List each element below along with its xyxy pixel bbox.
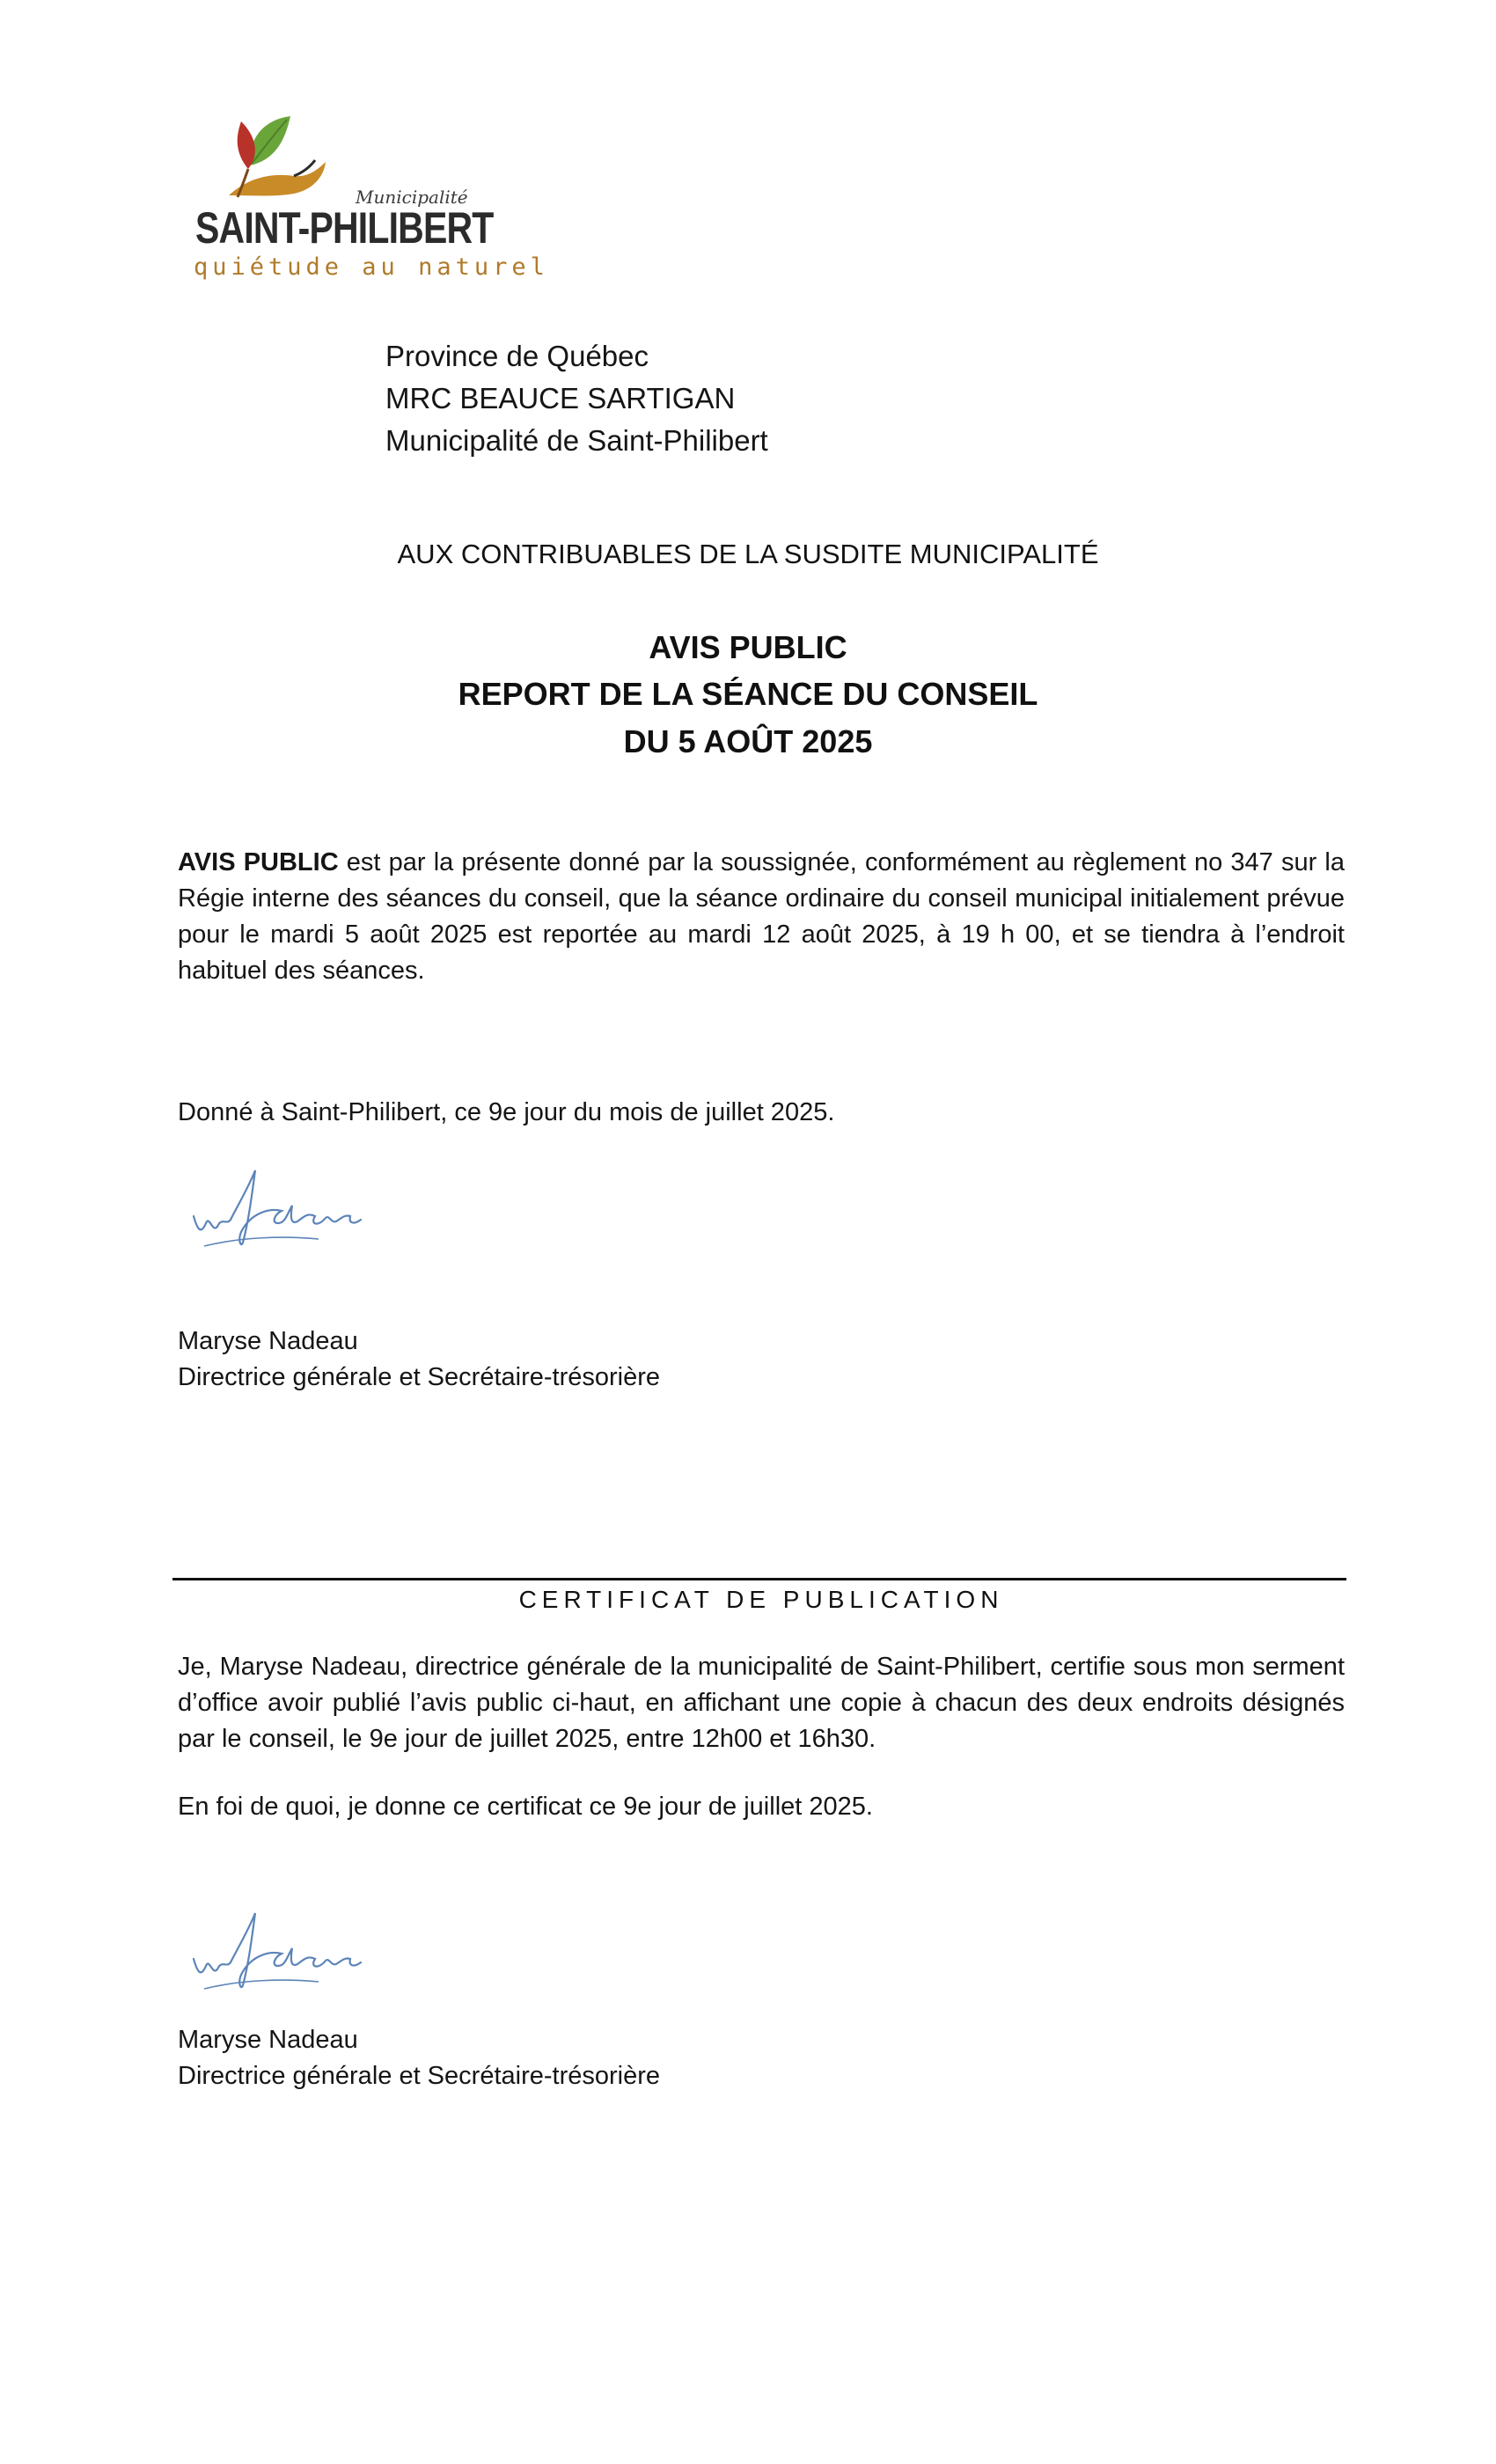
logo-slogan: quiétude au naturel <box>194 253 549 281</box>
notice-lead: AVIS PUBLIC <box>178 848 339 876</box>
title-avis-public: AVIS PUBLIC <box>649 629 847 665</box>
title-date: DU 5 AOÛT 2025 <box>623 723 873 759</box>
given-at-line: Donné à Saint-Philibert, ce 9e jour du mois de juillet 2025. <box>178 1098 835 1126</box>
municipality-logo <box>187 114 549 290</box>
header-mrc: MRC BEAUCE SARTIGAN <box>385 382 736 414</box>
header-province: Province de Québec <box>385 340 649 372</box>
signatory-name: Maryse Nadeau <box>178 1327 358 1355</box>
logo-municipalite-script: Municipalité <box>356 187 468 208</box>
section-divider <box>172 1578 1346 1580</box>
notice-body: est par la présente donné par la soussignée, conformément au règlement no 347 sur la Régie interne des séances du conseil, que la séance ordinaire du conseil municipal initialement prévue pour le mardi 5 août 2025 est reportée au mardi 12 août 2025, à 19 h 00, et se tiendra à l’endroit habituel des séances. <box>178 848 1345 985</box>
certificate-heading: CERTIFICAT DE PUBLICATION <box>518 1586 1004 1613</box>
signatory-role: Directrice générale et Secrétaire-trésorière <box>178 1363 660 1391</box>
handwritten-signature <box>187 1904 380 2001</box>
signatory-name: Maryse Nadeau <box>178 2026 358 2054</box>
recipients-line: AUX CONTRIBUABLES DE LA SUSDITE MUNICIPALITÉ <box>397 539 1099 569</box>
title-report-seance: REPORT DE LA SÉANCE DU CONSEIL <box>458 676 1038 712</box>
header-municipality: Municipalité de Saint-Philibert <box>385 424 768 457</box>
logo-name: SAINT-PHILIBERT <box>195 203 494 253</box>
notice-paragraph <box>178 845 1345 989</box>
handwritten-signature <box>187 1162 380 1258</box>
signatory-role: Directrice générale et Secrétaire-trésorière <box>178 2062 660 2090</box>
certificate-paragraph: Je, Maryse Nadeau, directrice générale de la municipalité de Saint-Philibert, certifie sous mon serment d’office avoir publié l’avis public ci-haut, en affichant une copie à chacun des deux endroits désignés par le conseil, le 9e jour de juillet 2025, entre 12h00 et 16h30. <box>178 1653 1345 1753</box>
certificate-closing: En foi de quoi, je donne ce certificat ce 9e jour de juillet 2025. <box>178 1793 873 1821</box>
